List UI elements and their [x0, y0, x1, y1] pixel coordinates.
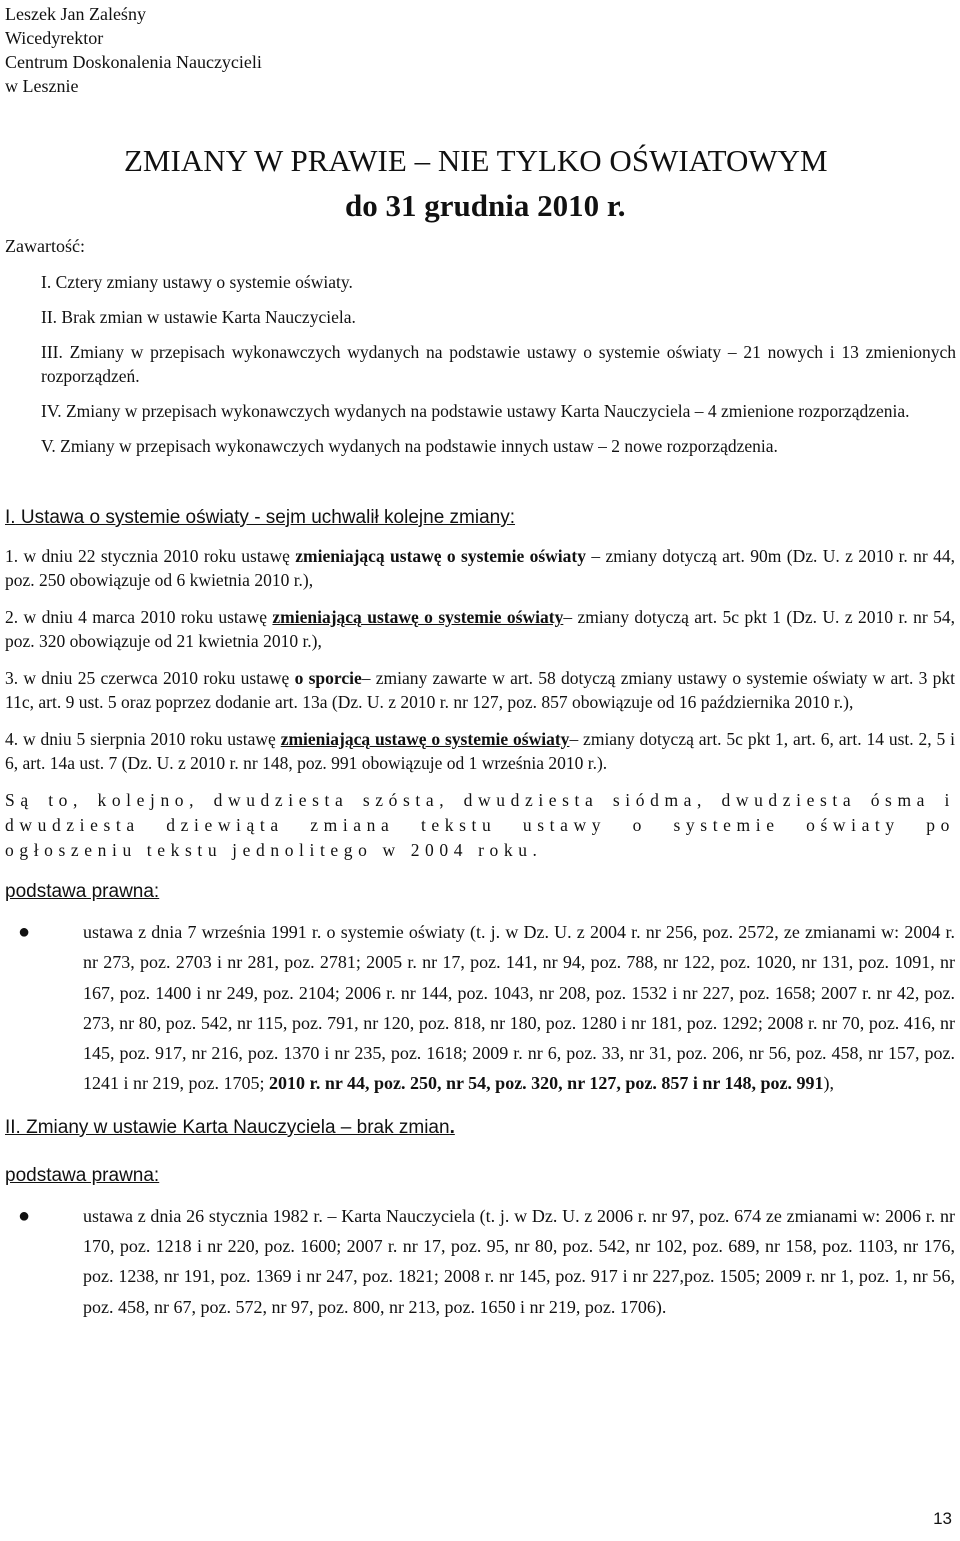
- section2-heading-text: II. Zmiany w ustawie Karta Nauczyciela – brak zmian: [5, 1116, 450, 1138]
- legal-text-bold: 2010 r. nr 44, poz. 250, nr 54, poz. 320, nr 127, poz. 857 i nr 148, poz. 991: [269, 1073, 824, 1094]
- legal-basis-text: ustawa z dnia 26 stycznia 1982 r. – Karta Nauczyciela (t. j. w Dz. U. z 2006 r. nr 97, poz. 674 ze zmianami w: 2006 r. nr 170, poz. 1218 i nr 220, poz. 1600; 2007 r. nr 17, poz. 95, nr 80, poz. 542, nr 102, poz. 689, nr 158, poz. 1103, nr 176, poz. 1238, nr 191, poz. 1369 i nr 247, poz. 1821; 2008 r. nr 145, poz. 917 i nr 227,poz. 1505; 2009 r. nr 1, poz. 1, nr 56, poz. 458, nr 67, poz. 572, nr 97, poz. 800, nr 213, poz. 1650 i nr 219, poz. 1706).: [83, 1205, 955, 1317]
- section1-prefix: I.: [5, 507, 16, 528]
- item-bold: zmieniającą ustawę o systemie oświaty: [280, 729, 570, 749]
- amendment-summary: Są to, kolejno, dwudziesta szósta, dwudziesta siódma, dwudziesta ósma i dwudziesta dziewiąta zmiana tekstu ustawy o systemie oświaty po ogłoszeniu tekstu jednolitego w 2004 roku.: [5, 790, 955, 860]
- list-item: [5, 666, 955, 714]
- item-text: – zmiany dotyczą art. 90m (Dz. U. z 2010 r. nr 44, poz. 250 obowiązuje od 6 kwietnia 2010 r.),: [5, 546, 955, 590]
- legal-text: ustawa z dnia 7 września 1991 r. o systemie oświaty (t. j. w Dz. U. z 2004 r. nr 256, poz. 2572, ze zmianami w: 2004 r. nr 273, poz. 2703 i nr 281, poz. 2781; 2005 r. nr 17, poz. 141, nr 94, poz. 788, nr 122, poz. 1020, nr 131, poz. 1091, nr 167, poz. 1400 i nr 249, poz. 2104; 2006 r. nr 144, poz. 1043, nr 208, poz. 1532 i nr 227, poz. 1658; 2007 r. nr 42, poz. 273, nr 80, poz. 542, nr 115, poz. 791, nr 120, poz. 818, nr 180, poz. 1280 i nr 181, poz. 1292; 2008 r. nr 70, poz. 416, nr 145, poz. 917, nr 216, poz. 1370 i nr 235, poz. 1618; 2009 r. nr 6, poz. 33, nr 31, poz. 206, nr 56, poz. 458, nr 157, poz. 1241 i nr 219, poz. 1705;: [83, 922, 955, 1094]
- toc-item: I. Cztery zmiany ustawy o systemie oświaty.: [41, 272, 353, 292]
- item-bold: zmieniającą ustawę o systemie oświaty: [295, 546, 586, 566]
- section2-heading-end: .: [449, 1116, 455, 1138]
- item-text: 3. w dniu 25 czerwca 2010 roku ustawę: [5, 668, 295, 688]
- item-text: – zmiany dotyczą art. 5c pkt 1 (Dz. U. z 2010 r. nr 54, poz. 320 obowiązuje od 21 kwietnia 2010 r.),: [5, 607, 955, 651]
- list-item: [5, 544, 955, 592]
- item-text: – zmiany dotyczą art. 5c pkt 1, art. 6, art. 14 ust. 2, 5 i 6, art. 14a ust. 7 (Dz. U. z 2010 r. nr 148, poz. 991 obowiązuje od 1 września 2010 r.).: [5, 729, 955, 773]
- document-date: do 31 grudnia 2010 r.: [345, 188, 626, 223]
- author-city: w Lesznie: [5, 76, 79, 96]
- author-institution: Centrum Doskonalenia Nauczycieli: [5, 52, 262, 72]
- legal-basis-label: podstawa prawna:: [5, 1164, 160, 1186]
- toc-item: IV. Zmiany w przepisach wykonawczych wydanych na podstawie ustawy Karta Nauczyciela – 4 zmienione rozporządzenia.: [41, 401, 910, 421]
- item-text: – zmiany zawarte w art. 58 dotyczą zmiany ustawy o systemie oświaty w art. 3 pkt 11c, art. 9 ust. 5 oraz poprzez dodanie art. 13a (Dz. U. z 2010 r. nr 127, poz. 857 obowiązuje od 16 października 2010 r.),: [5, 668, 955, 712]
- section1-heading: [5, 506, 955, 530]
- item-text: 2. w dniu 4 marca 2010 roku ustawę: [5, 607, 273, 627]
- author-name: Leszek Jan Zaleśny: [5, 4, 146, 24]
- main-content: [5, 506, 955, 1338]
- legal-basis-item: [5, 917, 955, 1099]
- section1-heading-text: Ustawa o systemie oświaty - sejm uchwalił kolejne zmiany:: [15, 507, 516, 528]
- table-of-contents: [41, 270, 956, 469]
- toc-item: V. Zmiany w przepisach wykonawczych wydanych na podstawie innych ustaw – 2 nowe rozporządzenia.: [41, 436, 778, 456]
- legal-text-end: ),: [823, 1073, 835, 1094]
- list-item: [5, 605, 955, 653]
- list-item: [5, 727, 955, 775]
- bullet-icon: ●: [18, 1204, 31, 1227]
- page-number: 13: [933, 1509, 952, 1528]
- toc-item: III. Zmiany w przepisach wykonawczych wydanych na podstawie ustawy o systemie oświaty – 21 nowych i 13 zmienionych rozporządzeń.: [41, 342, 956, 386]
- toc-item: II. Brak zmian w ustawie Karta Nauczyciela.: [41, 307, 356, 327]
- author-block: [5, 2, 262, 98]
- section2-heading: [5, 1115, 955, 1141]
- legal-basis-label: podstawa prawna:: [5, 881, 160, 902]
- author-position: Wicedyrektor: [5, 28, 104, 48]
- item-text: 1. w dniu 22 stycznia 2010 roku ustawę: [5, 546, 296, 566]
- item-bold: zmieniającą ustawę o systemie oświaty: [272, 607, 564, 627]
- bullet-icon: ●: [18, 921, 31, 943]
- legal-basis-item: [5, 1201, 955, 1322]
- contents-label: Zawartość:: [5, 236, 85, 256]
- legal-basis-text: [83, 917, 955, 1099]
- item-text: 4. w dniu 5 sierpnia 2010 roku ustawę: [5, 729, 281, 749]
- document-title: ZMIANY W PRAWIE – NIE TYLKO OŚWIATOWYM: [124, 143, 828, 178]
- item-bold: o sporcie: [294, 668, 362, 688]
